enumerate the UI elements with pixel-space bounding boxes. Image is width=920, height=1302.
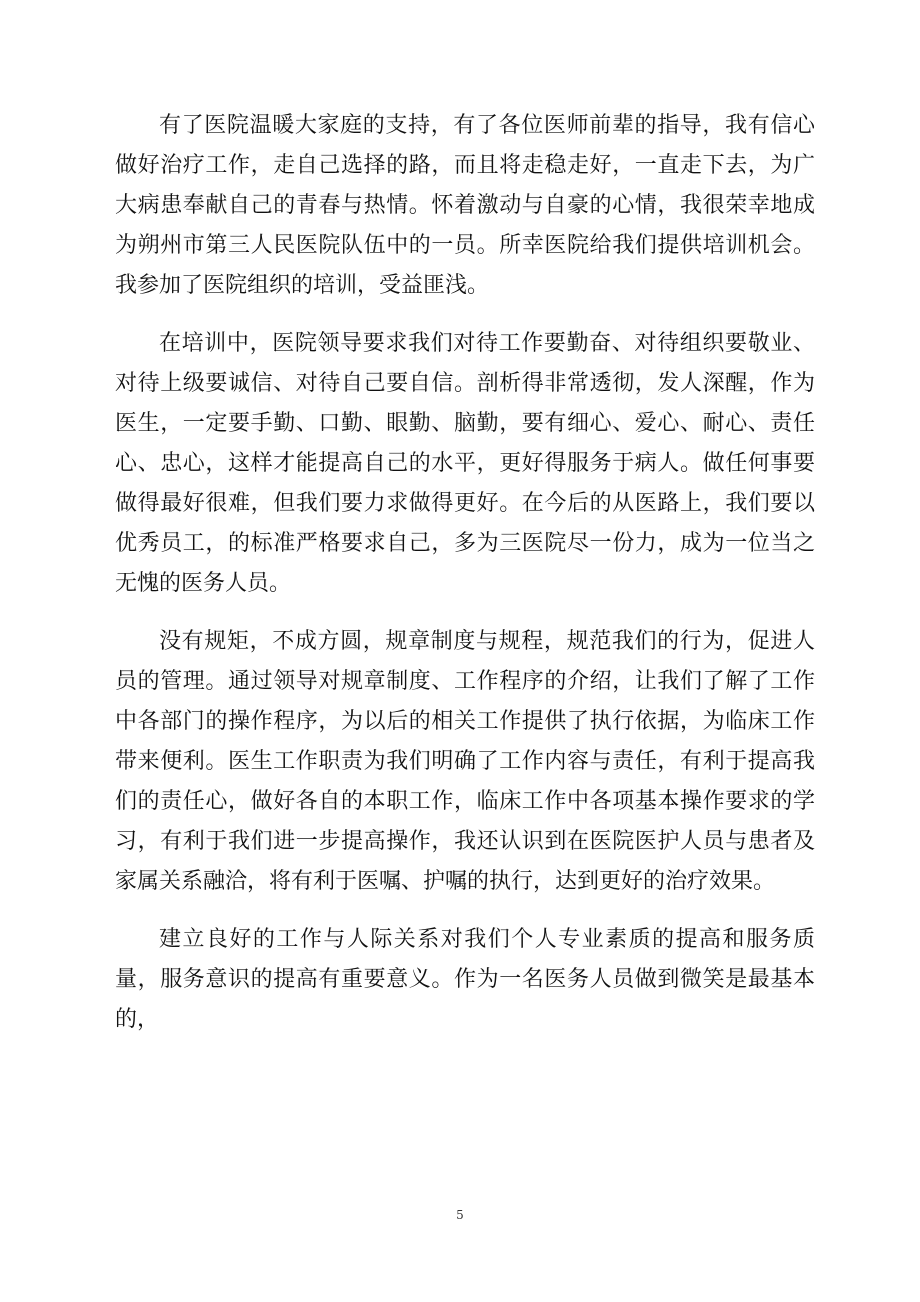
paragraph-4: 建立良好的工作与人际关系对我们个人专业素质的提高和服务质量，服务意识的提高有重要意义。作为一名医务人员做到微笑是最基本的， bbox=[115, 927, 815, 1032]
document-body bbox=[115, 106, 815, 1058]
page-number: 5 bbox=[456, 1208, 464, 1222]
paragraph-2: 在培训中，医院领导要求我们对待工作要勤奋、对待组织要敬业、对待上级要诚信、对待自己要自信。剖析得非常透彻，发人深醒，作为医生，一定要手勤、口勤、眼勤、脑勤，要有细心、爱心、耐心、责任心、忠心，这样才能提高自己的水平，更好得服务于病人。做任何事要做得最好很难，但我们要力求做得更好。在今后的从医路上，我们要以优秀员工，的标准严格要求自己，多为三医院尽一份力，成为一位当之无愧的医务人员。 bbox=[115, 331, 815, 596]
paragraph-3: 没有规矩，不成方圆，规章制度与规程，规范我们的行为，促进人员的管理。通过领导对规章制度、工作程序的介绍，让我们了解了工作中各部门的操作程序，为以后的相关工作提供了执行依据，为临床工作带来便利。医生工作职责为我们明确了工作内容与责任，有利于提高我们的责任心，做好各自的本职工作，临床工作中各项基本操作要求的学习，有利于我们进一步提高操作，我还认识到在医院医护人员与患者及家属关系融洽，将有利于医嘱、护嘱的执行，达到更好的治疗效果。 bbox=[115, 629, 815, 894]
paragraph-1: 有了医院温暖大家庭的支持，有了各位医师前辈的指导，我有信心做好治疗工作，走自己选择的路，而且将走稳走好，一直走下去，为广大病患奉献自己的青春与热情。怀着激动与自豪的心情，我很荣幸地成为朔州市第三人民医院队伍中的一员。所幸医院给我们提供培训机会。我参加了医院组织的培训，受益匪浅。 bbox=[115, 113, 815, 298]
